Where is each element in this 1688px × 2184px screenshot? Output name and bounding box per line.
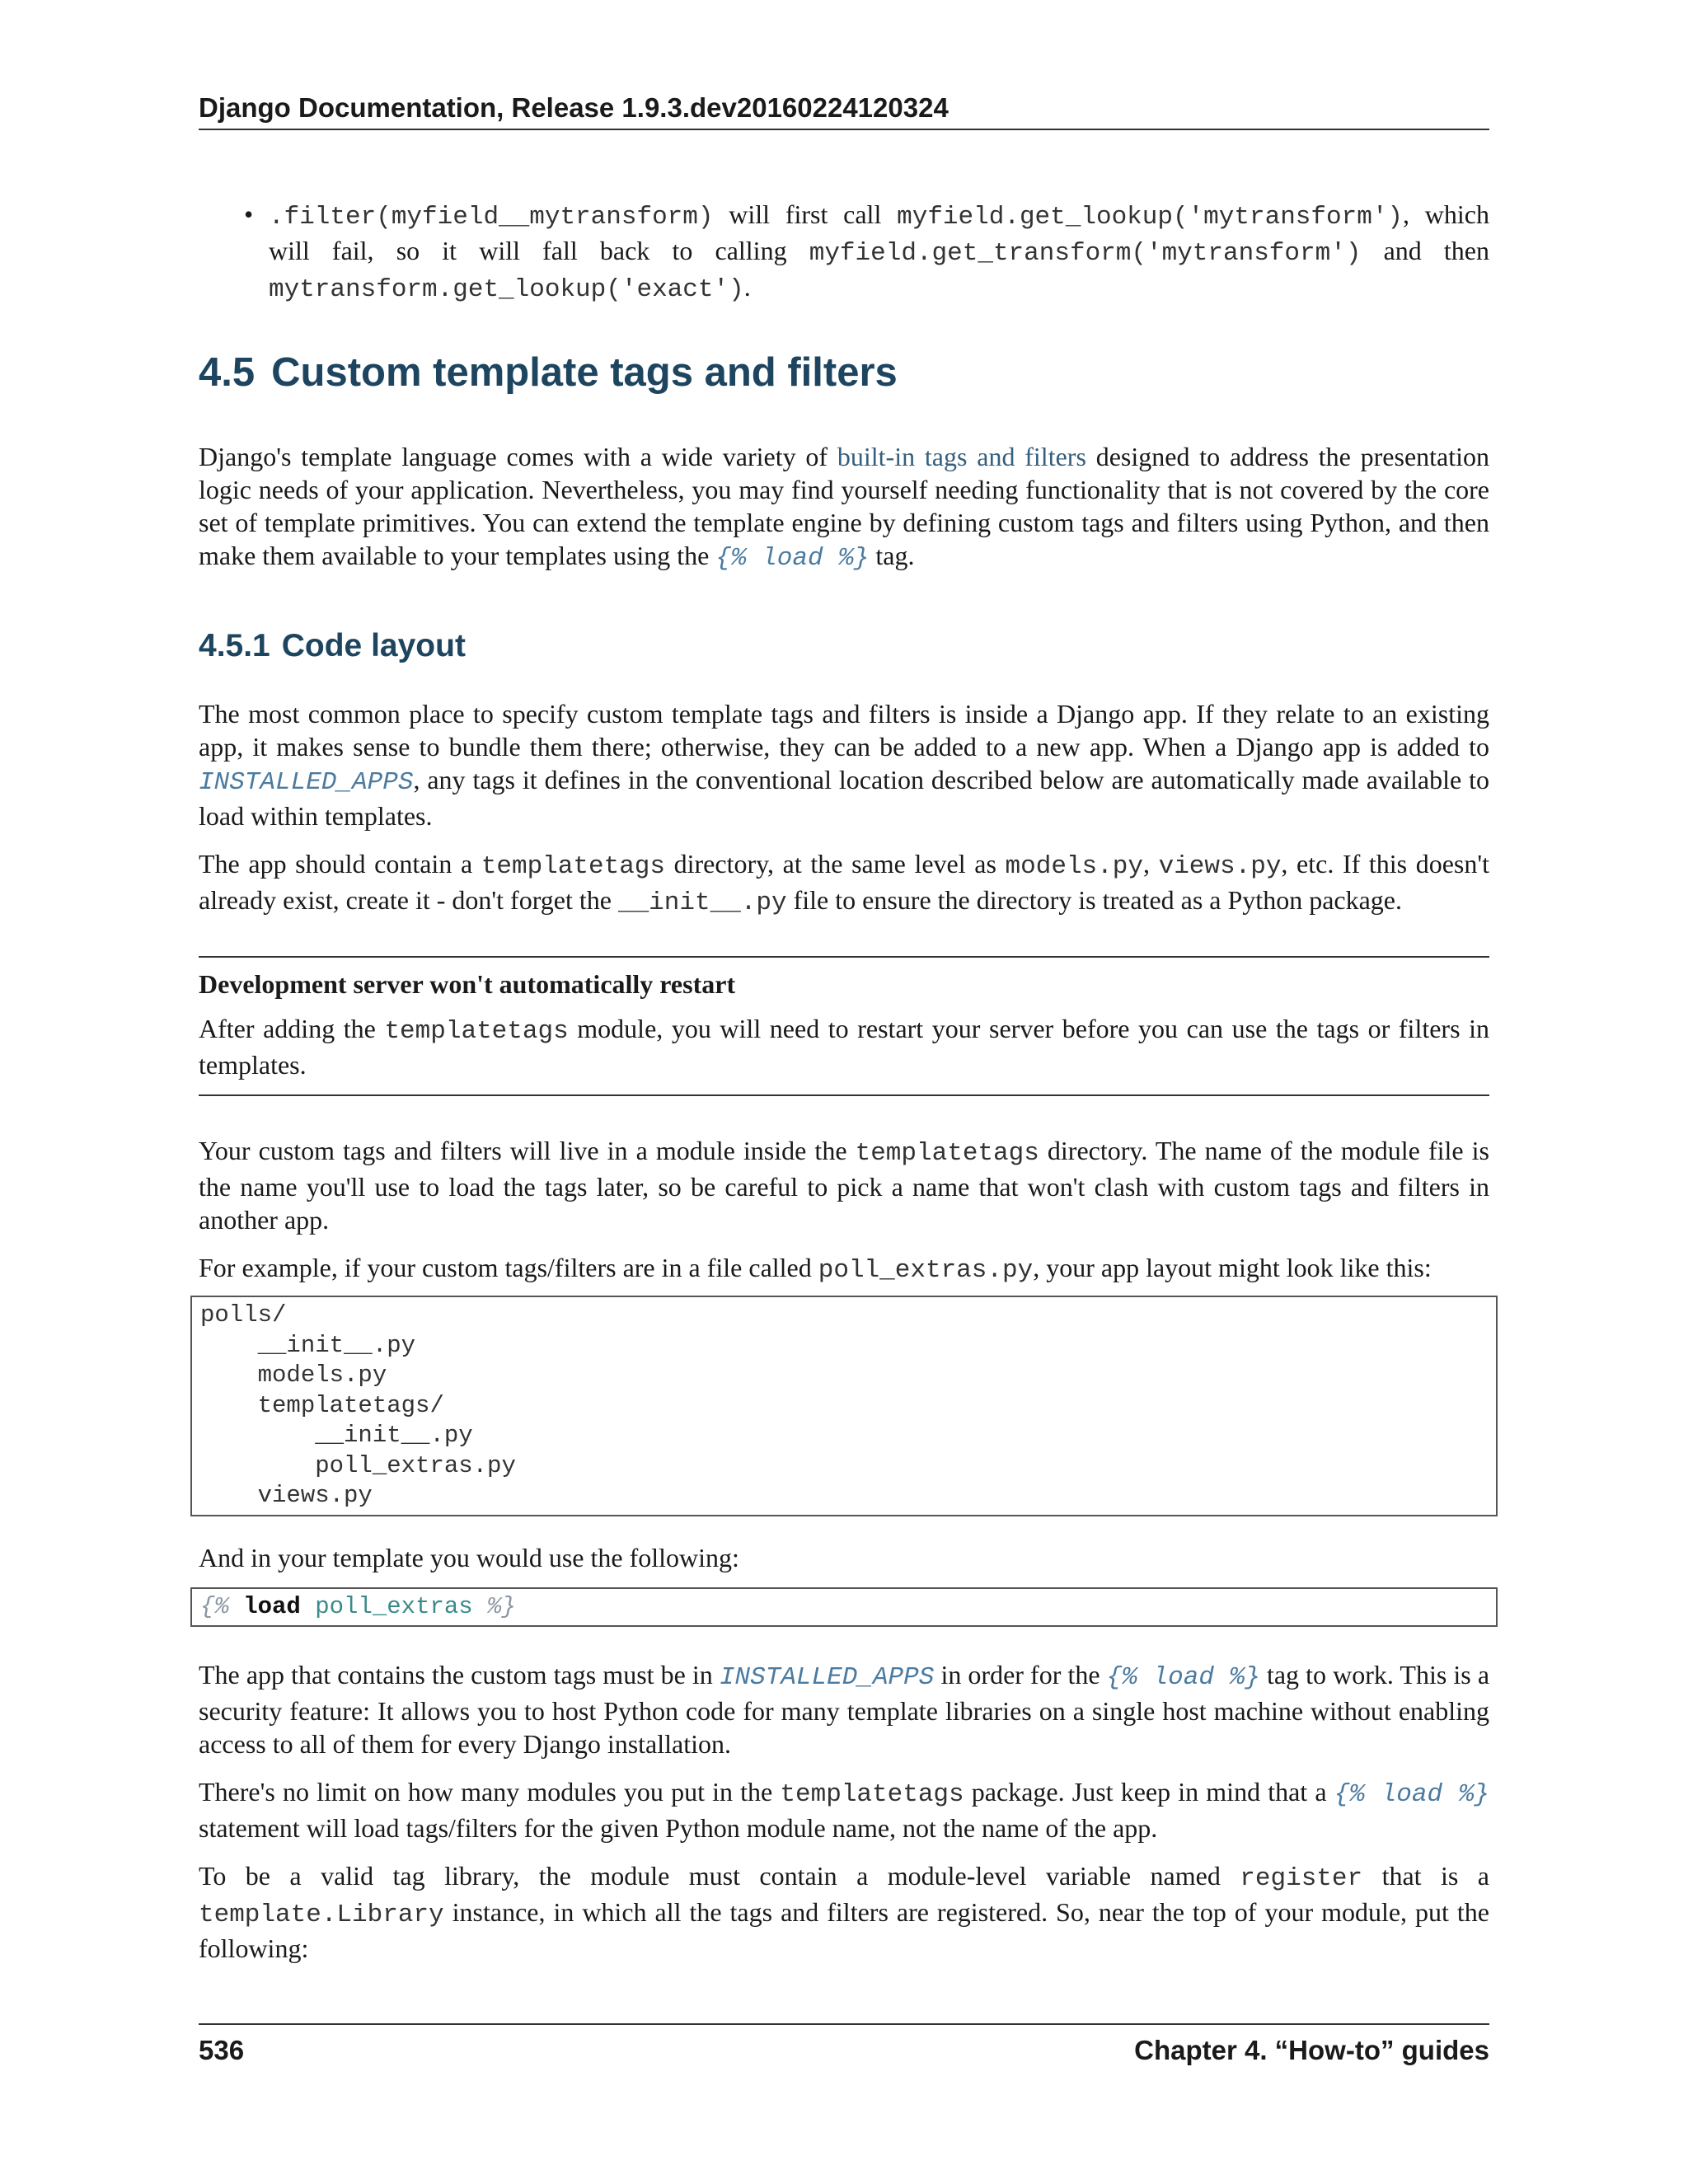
inline-code: register xyxy=(1240,1864,1363,1893)
text-span: , xyxy=(1142,849,1159,879)
text-span: directory. The name of the module file is the name you'll use to load the tags later, so be careful to pick a name that won't clash with custom tags and filters in another app. xyxy=(199,1136,1490,1235)
text-span: file to ensure the directory is treated as a Python package. xyxy=(786,885,1402,915)
note-text xyxy=(199,1012,1489,1081)
text-span: For example, if your custom tags/filters are in a file called xyxy=(199,1253,818,1282)
paragraph xyxy=(199,1658,1489,1760)
template-library-name: poll_extras xyxy=(315,1592,473,1620)
inline-code: template.Library xyxy=(199,1900,444,1929)
builtin-tags-link[interactable]: built-in tags and filters xyxy=(837,442,1086,471)
installed-apps-link[interactable]: INSTALLED_APPS xyxy=(199,768,414,797)
section-heading xyxy=(199,348,1489,397)
inline-code: myfield.get_transform('mytransform') xyxy=(809,239,1362,268)
paragraph xyxy=(199,1541,1489,1574)
template-keyword: load xyxy=(243,1592,301,1620)
paragraph xyxy=(199,847,1489,920)
intro-paragraph xyxy=(199,440,1489,575)
page-number: 536 xyxy=(199,2035,245,2065)
subsection-title: Code layout xyxy=(281,628,466,663)
template-close-delimiter: %} xyxy=(487,1592,516,1620)
paragraph xyxy=(199,1251,1489,1287)
text-span: After adding the xyxy=(199,1014,385,1043)
load-tag-code-block xyxy=(190,1587,1498,1628)
inline-code: templatetags xyxy=(481,852,666,881)
installed-apps-link[interactable]: INSTALLED_APPS xyxy=(719,1663,935,1692)
text-span: statement will load tags/filters for the given Python module name, not the name of the app. xyxy=(199,1813,1158,1843)
subsection-number: 4.5.1 xyxy=(199,628,270,663)
text-span: To be a valid tag library, the module must contain a module-level variable named xyxy=(199,1861,1240,1891)
text-span: Django's template language comes with a wide variety of xyxy=(199,442,837,471)
section-number: 4.5 xyxy=(199,350,256,395)
text-span: . xyxy=(743,272,751,302)
note-box xyxy=(199,956,1489,1096)
text-span: , your app layout might look like this: xyxy=(1033,1253,1432,1282)
inline-code: templatetags xyxy=(855,1139,1039,1168)
page-content xyxy=(199,198,1489,1980)
paragraph xyxy=(199,1134,1489,1236)
text-span: instance, in which all the tags and filters are registered. So, near the top of your module, put the following: xyxy=(199,1897,1489,1963)
inline-code: poll_extras.py xyxy=(818,1256,1034,1285)
load-tag-link[interactable]: {% load %} xyxy=(1106,1663,1260,1692)
chapter-title: Chapter 4. “How-to” guides xyxy=(1134,2035,1489,2065)
load-tag-link[interactable]: {% load %} xyxy=(715,544,870,573)
text-span: designed to address the presentation logic needs of your application. Nevertheless, you may find yourself needing functionality that is not covered by the core set of template primitives. You can extend the template engine by defining custom tags and filters using Python, and then make them available to your templates using the xyxy=(199,442,1490,570)
text-span: in order for the xyxy=(934,1660,1107,1690)
paragraph xyxy=(199,1859,1489,1965)
text-span: The app that contains the custom tags must be in xyxy=(199,1660,720,1690)
text-span: tag. xyxy=(869,541,915,570)
text-span: , any tags it defines in the conventional location described below are automatically made available to load within templates. xyxy=(199,765,1489,831)
running-header: Django Documentation, Release 1.9.3.dev20160224120324 xyxy=(199,92,1489,130)
text-span: directory, at the same level as xyxy=(665,849,1006,879)
subsection-heading xyxy=(199,626,1489,666)
text-span: tag to work. This is a security feature: It allows you to host Python code for many template libraries on a single host machine without enabling access to all of them for every Django installation. xyxy=(199,1660,1490,1759)
text-span: The most common place to specify custom template tags and filters is inside a Django app. If they relate to an existing app, it makes sense to bundle them there; otherwise, they can be added to a new app. When a Django app is added to xyxy=(199,699,1489,762)
list-item xyxy=(269,198,1489,307)
text-span: that is a xyxy=(1362,1861,1490,1891)
app-layout-code-block: polls/ __init__.py models.py templatetags/ __init__.py poll_extras.py views.py xyxy=(190,1296,1498,1516)
document-page xyxy=(199,0,1489,2184)
text-span: package. Just keep in mind that a xyxy=(964,1777,1334,1807)
inline-code: views.py xyxy=(1158,852,1282,881)
text-span: , which will fail, so it will fall back to calling xyxy=(269,199,1490,265)
note-title: Development server won't automatically restart xyxy=(199,969,736,999)
text-span: Your custom tags and filters will live in a module inside the xyxy=(199,1136,856,1165)
running-footer xyxy=(199,2023,1489,2066)
text-span: There's no limit on how many modules you put in the xyxy=(199,1777,781,1807)
template-open-delimiter: {% xyxy=(200,1592,229,1620)
paragraph xyxy=(199,697,1489,832)
load-tag-link[interactable]: {% load %} xyxy=(1334,1780,1490,1809)
text-span: And in your template you would use the following: xyxy=(199,1542,739,1572)
text-span: , etc. If this doesn't already exist, create it - don't forget the xyxy=(199,849,1490,915)
text-span: will first call xyxy=(713,199,898,229)
text-span: module, you will need to restart your server before you can use the tags or filters in templates. xyxy=(199,1014,1490,1080)
inline-code: __init__.py xyxy=(617,888,787,917)
text-span: The app should contain a xyxy=(199,849,481,879)
text-span: and then xyxy=(1361,236,1490,265)
inline-code: myfield.get_lookup('mytransform') xyxy=(897,203,1404,232)
inline-code: models.py xyxy=(1005,852,1143,881)
inline-code: mytransform.get_lookup('exact') xyxy=(269,275,744,304)
bullet-list xyxy=(199,198,1489,307)
inline-code: templatetags xyxy=(384,1017,569,1046)
inline-code: .filter(myfield__mytransform) xyxy=(269,203,714,232)
section-title: Custom template tags and filters xyxy=(271,350,898,395)
paragraph xyxy=(199,1775,1489,1844)
inline-code: templatetags xyxy=(780,1780,964,1809)
